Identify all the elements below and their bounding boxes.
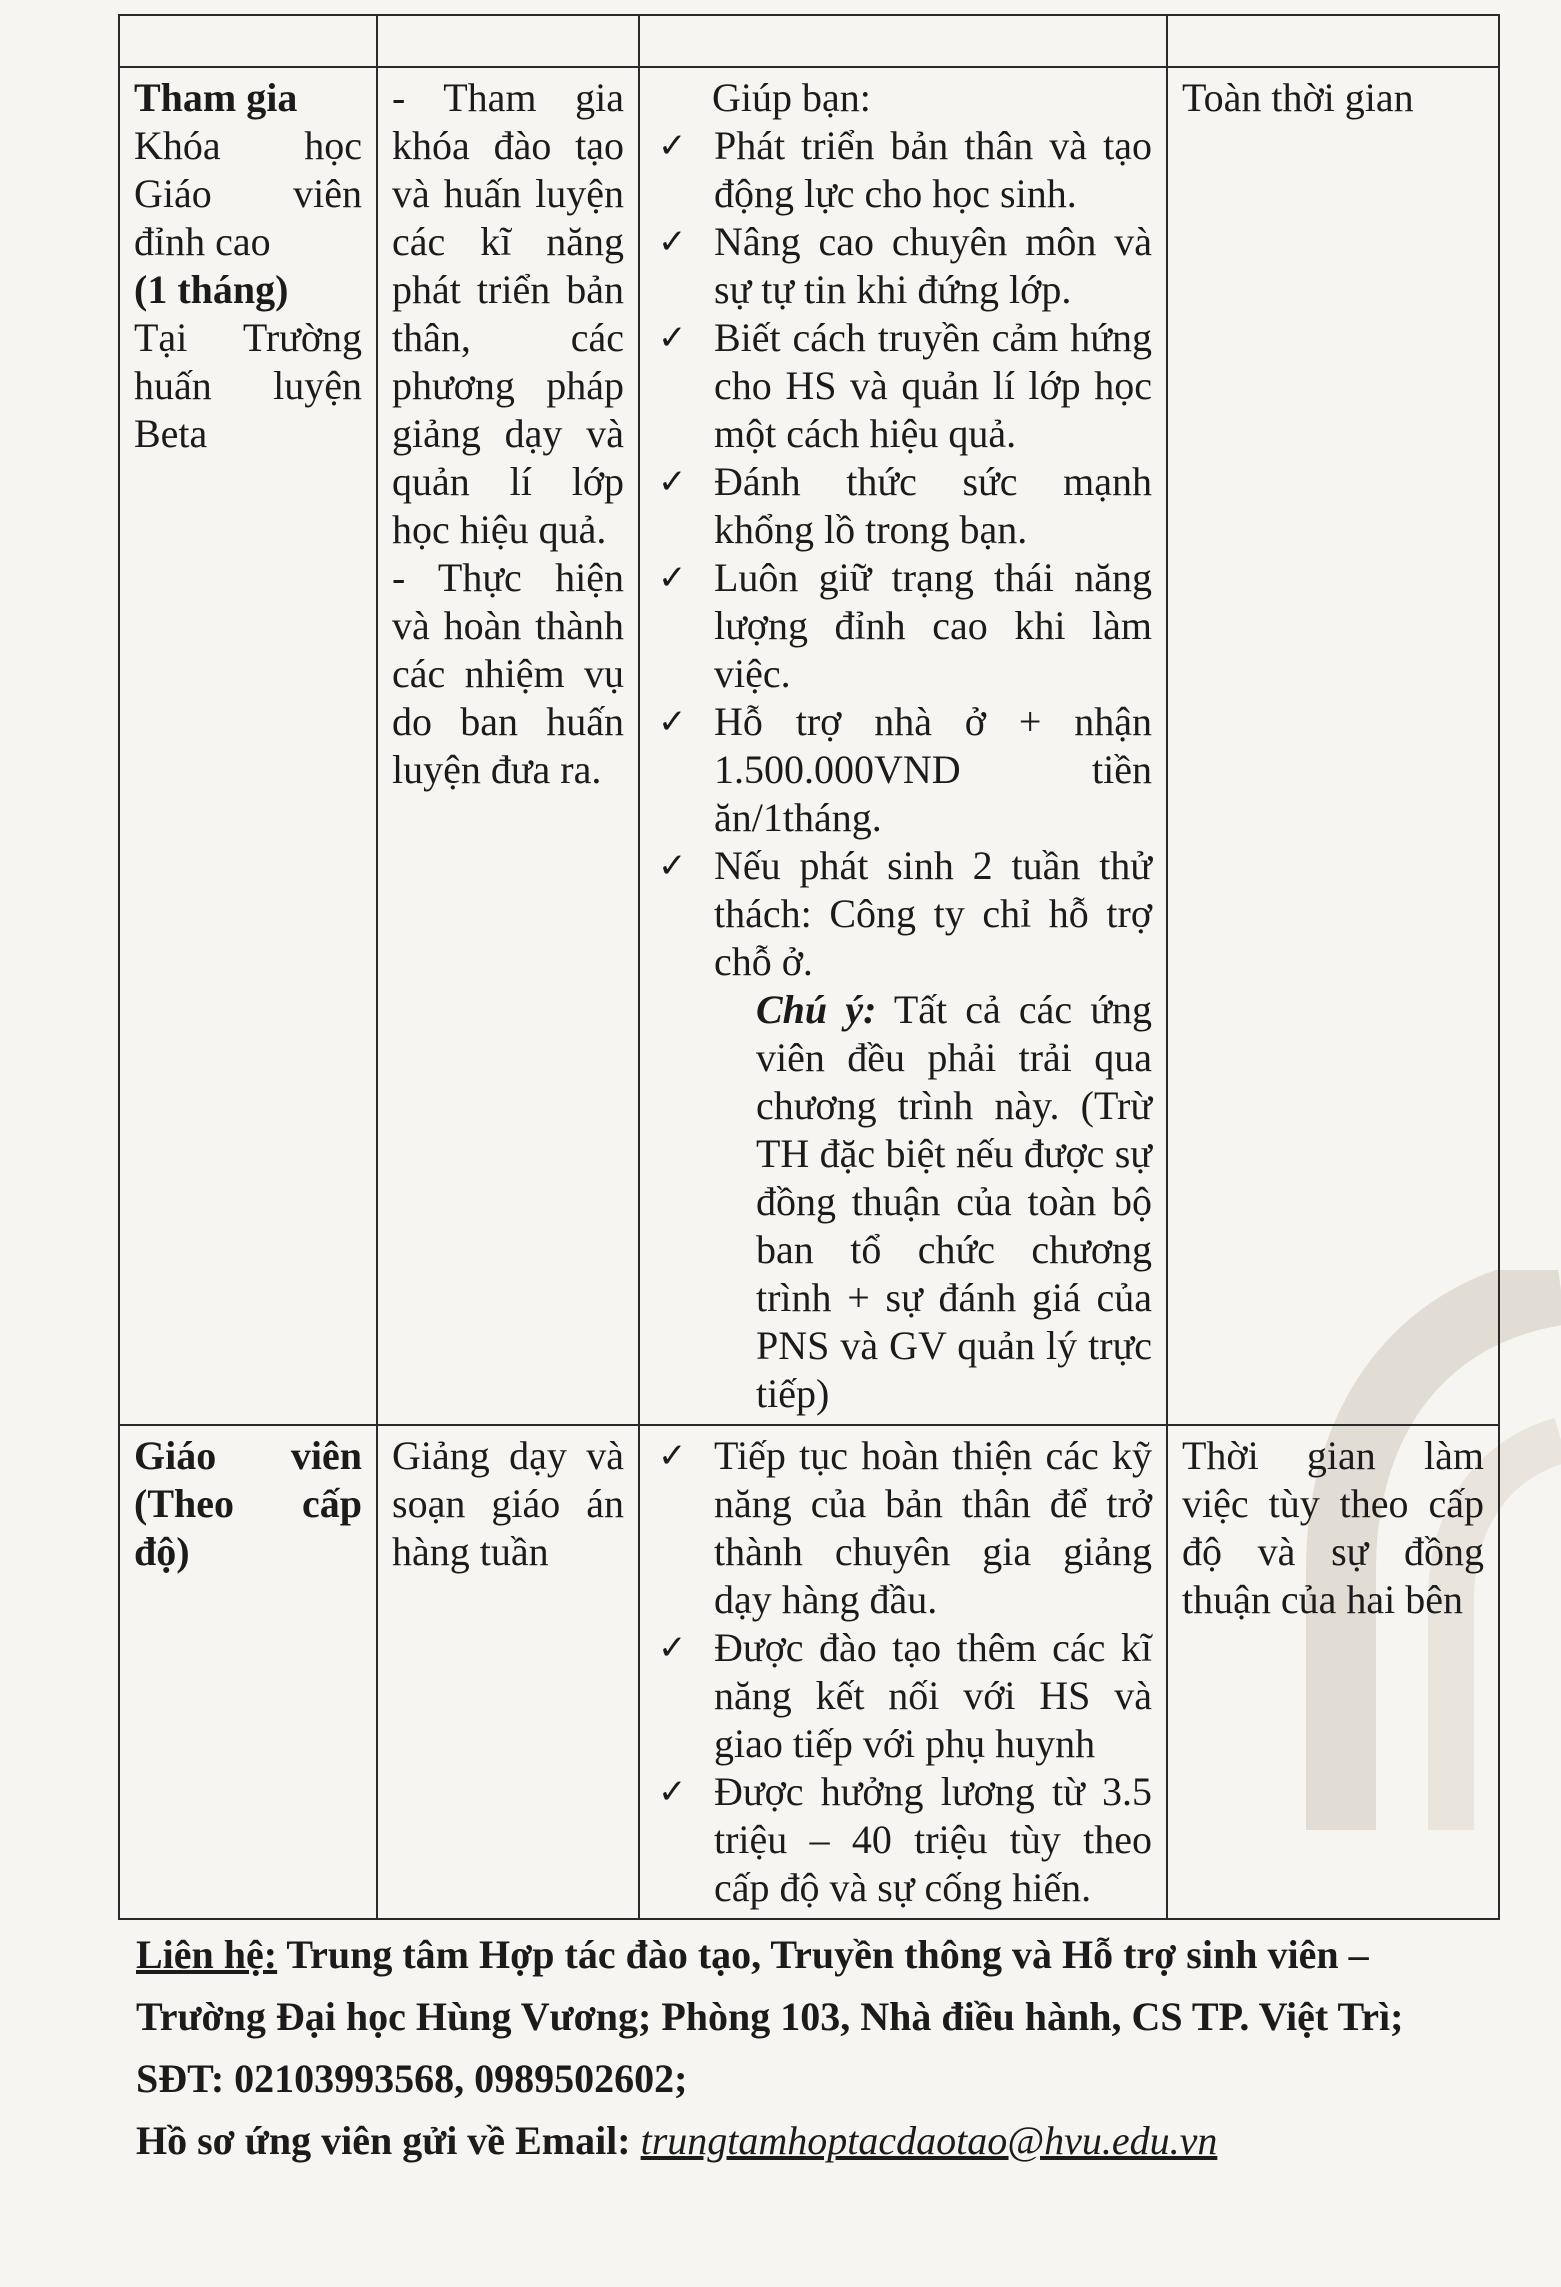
table-header-row	[119, 15, 1499, 67]
check-icon: ✓	[658, 702, 687, 742]
check-icon: ✓	[658, 126, 687, 166]
contact-block	[136, 1924, 1516, 2172]
list-item: ✓ Tiếp tục hoàn thiện các kỹ năng của bản thân để trở thành chuyên gia giảng dạy hàng đầu.	[658, 1433, 1152, 1622]
benefits-cell	[639, 67, 1167, 1425]
check-icon: ✓	[658, 558, 687, 598]
duty-item: - Tham gia khóa đào tạo và huấn luyện các kĩ năng phát triển bản thân, các phương pháp giảng dạy và quản lí lớp học hiệu quả.	[392, 75, 624, 552]
list-item: ✓ Biết cách truyền cảm hứng cho HS và quản lí lớp học một cách hiệu quả.	[658, 315, 1152, 456]
list-item: ✓ Đánh thức sức mạnh khổng lồ trong bạn.	[658, 459, 1152, 552]
table-row	[119, 1425, 1499, 1919]
check-icon: ✓	[658, 1772, 687, 1812]
list-item: ✓ Được đào tạo thêm các kĩ năng kết nối với HS và giao tiếp với phụ huynh	[658, 1625, 1152, 1766]
position-cell	[119, 67, 377, 1425]
position-title-cont: Khóa học Giáo viên đỉnh cao	[134, 123, 362, 264]
time-cell: Thời gian làm việc tùy theo cấp độ và sự đồng thuận của hai bên	[1167, 1425, 1499, 1919]
position-cell: Giáo viên (Theo cấp độ)	[119, 1425, 377, 1919]
contact-line: Trường Đại học Hùng Vương; Phòng 103, Nhà điều hành, CS TP. Việt Trì;	[136, 1994, 1404, 2039]
job-table	[118, 14, 1500, 1920]
duty-item: - Thực hiện và hoàn thành các nhiệm vụ do ban huấn luyện đưa ra.	[392, 555, 624, 792]
header-cell	[1167, 15, 1499, 67]
benefits-list	[654, 1432, 1152, 1912]
contact-phone: SĐT: 02103993568, 0989502602;	[136, 2056, 688, 2101]
header-cell	[377, 15, 639, 67]
check-icon: ✓	[658, 222, 687, 262]
header-cell	[119, 15, 377, 67]
check-icon: ✓	[658, 318, 687, 358]
note-text: Tất cả các ứng viên đều phải trải qua chương trình này. (Trừ TH đặc biệt nếu được sự đồng thuận của toàn bộ ban tổ chức chương trình + sự đánh giá của PNS và GV quản lý trực tiếp)	[756, 987, 1152, 1416]
note-label: Chú ý:	[756, 987, 877, 1032]
list-item: ✓ Nếu phát sinh 2 tuần thử thách: Công ty chỉ hỗ trợ chỗ ở.	[658, 843, 1152, 984]
check-icon: ✓	[658, 846, 687, 886]
benefits-list	[654, 122, 1152, 986]
list-item: ✓ Phát triển bản thân và tạo động lực cho học sinh.	[658, 123, 1152, 216]
list-item: ✓ Hỗ trợ nhà ở + nhận 1.500.000VND tiền ăn/1tháng.	[658, 699, 1152, 840]
email-link[interactable]: trungtamhoptacdaotao@hvu.edu.vn	[640, 2118, 1218, 2163]
list-item: ✓ Luôn giữ trạng thái năng lượng đỉnh cao khi làm việc.	[658, 555, 1152, 696]
duties-cell	[377, 67, 639, 1425]
benefits-intro: Giúp bạn:	[712, 75, 871, 120]
position-title: Tham gia	[134, 75, 298, 120]
check-icon: ✓	[658, 1628, 687, 1668]
position-duration: (1 tháng)	[134, 267, 289, 312]
contact-line: Liên hệ: Trung tâm Hợp tác đào tạo, Truyền thông và Hỗ trợ sinh viên –	[136, 1932, 1369, 1977]
contact-label: Liên hệ:	[136, 1932, 278, 1977]
list-item: ✓ Được hưởng lương từ 3.5 triệu – 40 triệu tùy theo cấp độ và sự cống hiến.	[658, 1769, 1152, 1910]
check-icon: ✓	[658, 462, 687, 502]
contact-line: Hồ sơ ứng viên gửi về Email: trungtamhoptacdaotao@hvu.edu.vn	[136, 2118, 1218, 2163]
list-item: ✓ Nâng cao chuyên môn và sự tự tin khi đứng lớp.	[658, 219, 1152, 312]
position-location: Tại Trường huấn luyện Beta	[134, 315, 362, 456]
duties-cell: Giảng dạy và soạn giáo án hàng tuần	[377, 1425, 639, 1919]
time-cell: Toàn thời gian	[1167, 67, 1499, 1425]
note	[654, 986, 1152, 1418]
table-row	[119, 67, 1499, 1425]
check-icon: ✓	[658, 1436, 687, 1476]
benefits-cell	[639, 1425, 1167, 1919]
header-cell	[639, 15, 1167, 67]
